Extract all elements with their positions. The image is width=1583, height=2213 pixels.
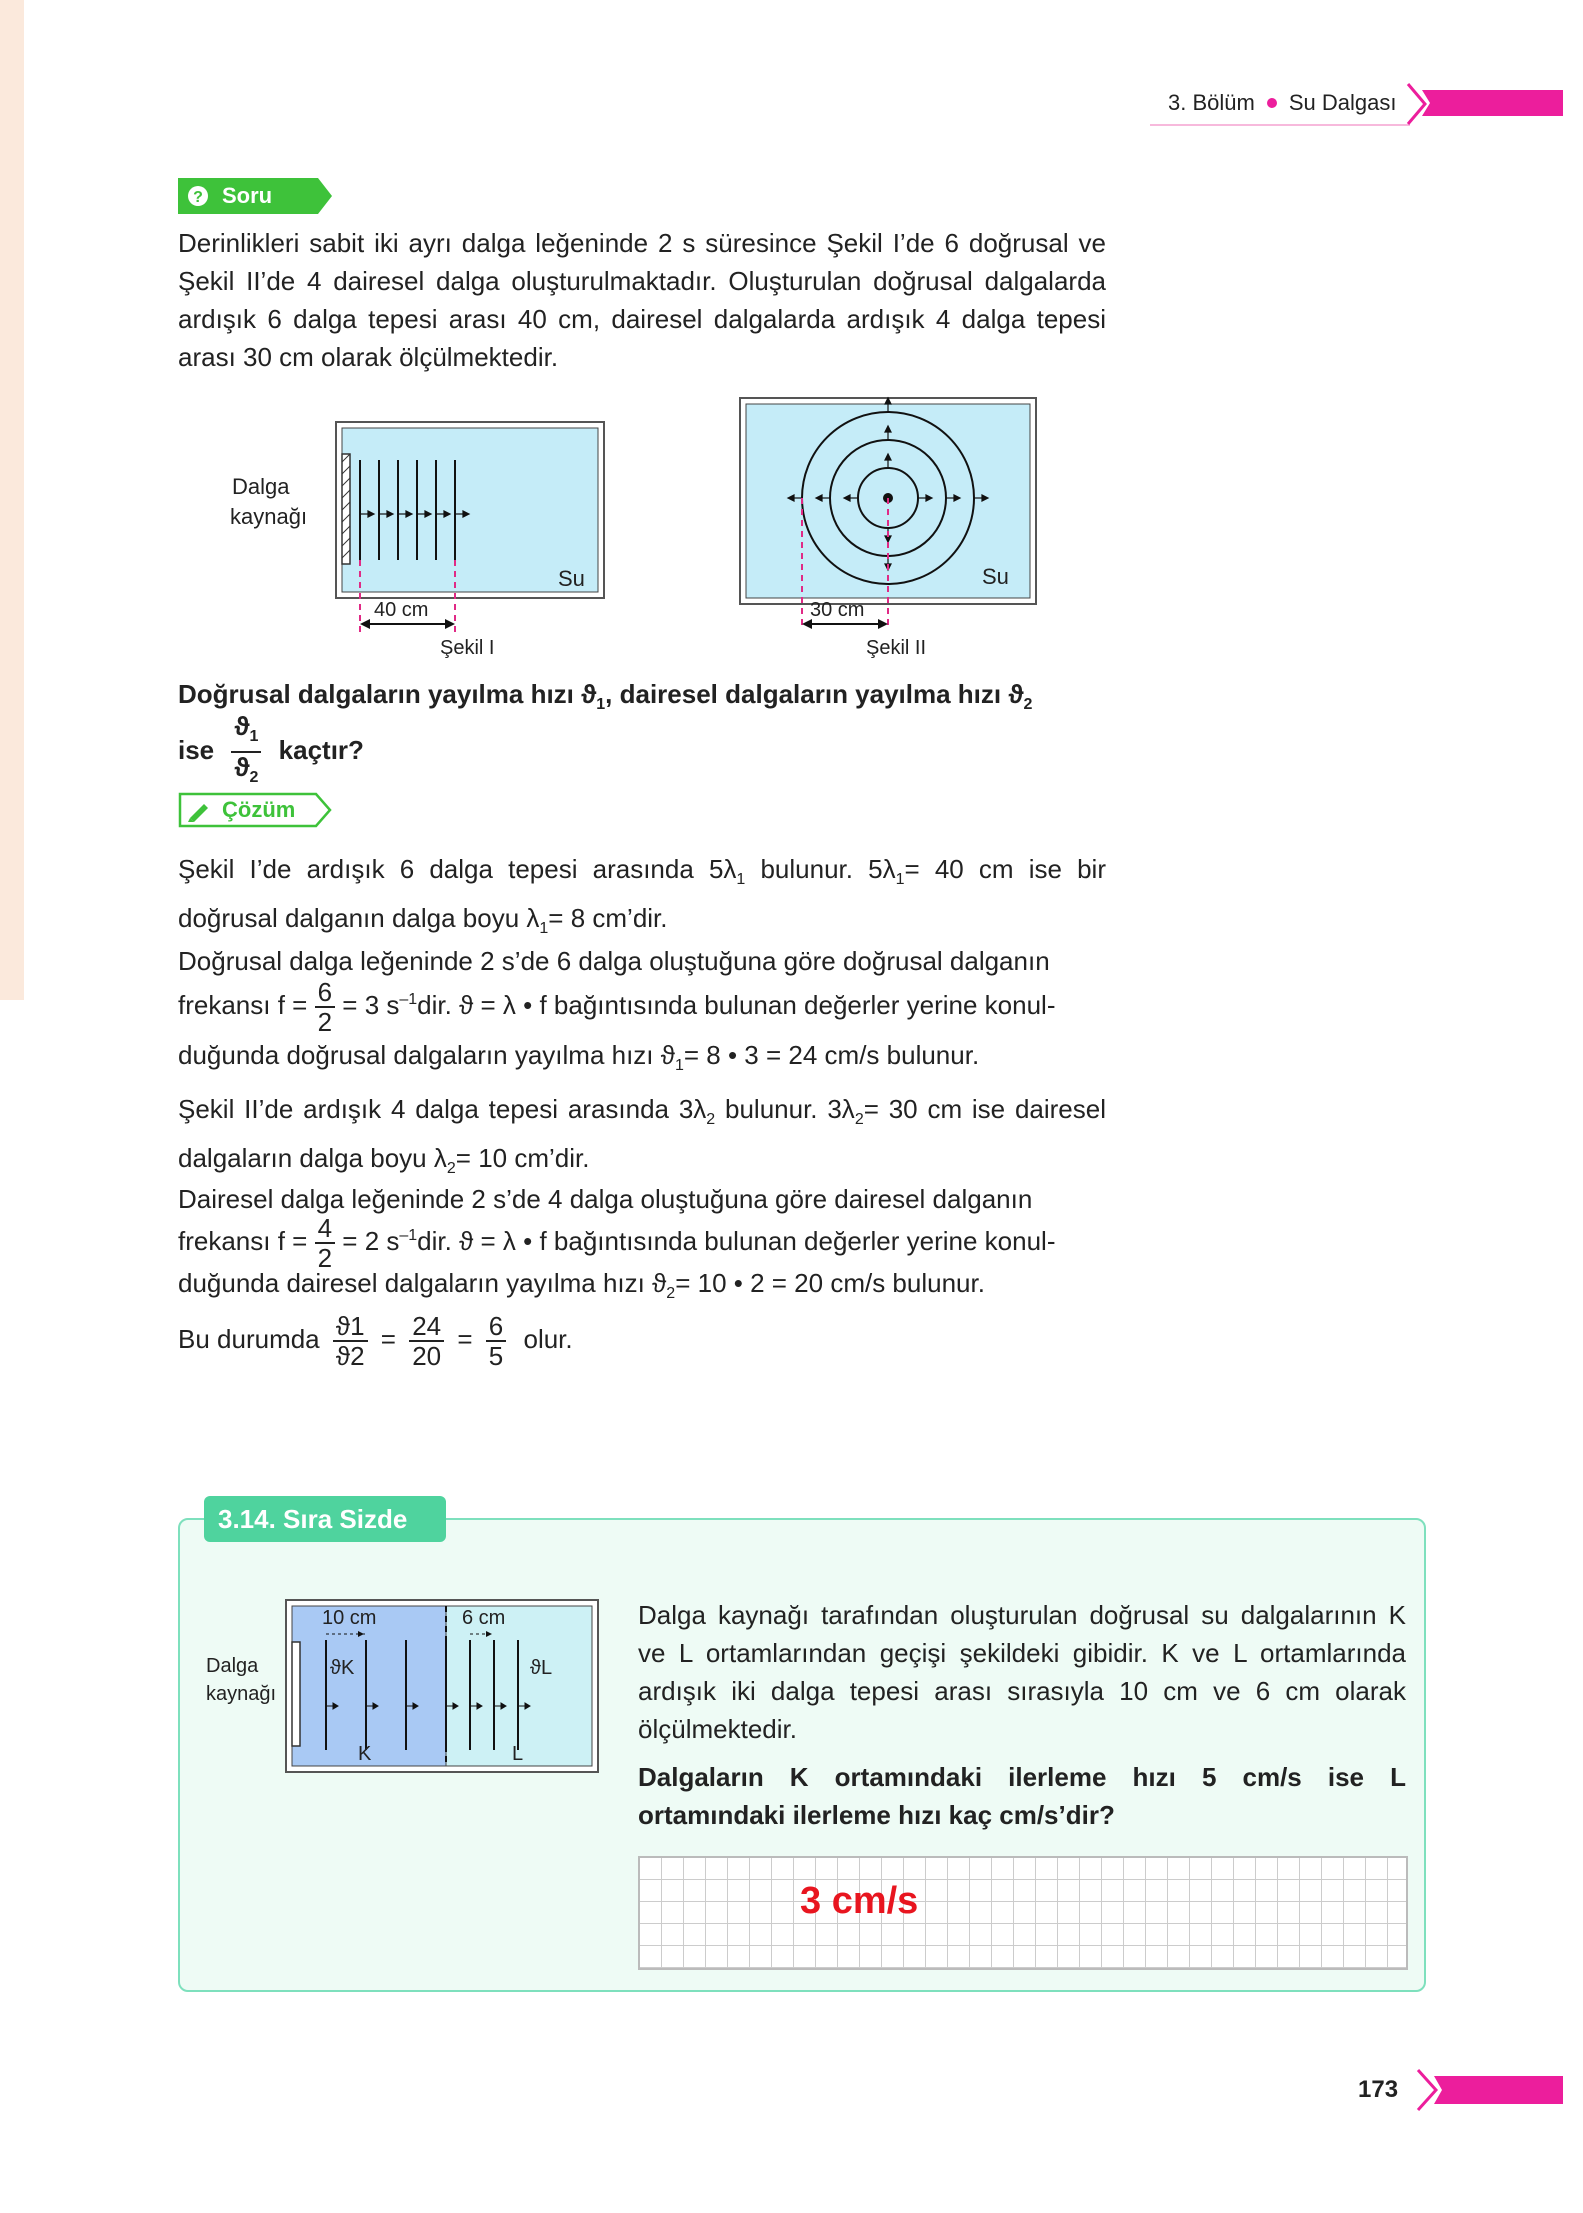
cozum-p2-line2 [178, 978, 1106, 1036]
sira-source-label: Dalga [206, 1655, 259, 1677]
fig1-dimension: 40 cm [374, 599, 429, 621]
p4-l3-sub: 2 [666, 1285, 676, 1302]
sira-speed-l: ϑL [530, 1657, 553, 1679]
question-part-2: , dairesel dalgaların yayılma hızı ϑ [605, 679, 1024, 709]
soru-text: Derinlikleri sabit iki ayrı dalga leğeninde 2 s süresince Şekil I’de 6 doğrusal ve Şekil II’de 4 dairesel dalga oluşturulmaktadır. Oluşturulan doğrusal dalgalarda ardışık 6 dalga tepesi arası 40 cm, dairesel dalgalarda ardışık 4 dalga tepesi arası 30 cm olarak ölçülmektedir. [178, 228, 1106, 372]
p5-f1-num: ϑ1 [333, 1312, 368, 1342]
p1-a: Şekil I’de ardışık 6 dalga tepesi arasında 5λ [178, 854, 737, 884]
page-header [1150, 82, 1583, 126]
sira-left-dim: 10 cm [322, 1607, 377, 1629]
cozum-p1 [178, 850, 1106, 948]
fig1-source-label-2: kaynağı [230, 504, 308, 529]
sira-medium-l: L [512, 1743, 524, 1765]
p4-l2-c: dir. ϑ = λ • f bağıntısında bulunan değerler yerine konul- [417, 1226, 1056, 1256]
p2-fraction [315, 978, 335, 1036]
fig1-water-label: Su [558, 566, 585, 591]
soru-question-line2 [178, 712, 364, 792]
p1-d: = 8 cm’dir. [548, 903, 668, 933]
p1-c: = 40 cm ise bir doğrusal dalganın dalga boyu λ [178, 854, 1106, 933]
question-frac-sub-2: 2 [249, 769, 259, 786]
soru-tag [178, 178, 326, 214]
answer-grid[interactable] [638, 1856, 1408, 1970]
p4-l3-b: = 10 • 2 = 20 cm/s bulunur. [675, 1268, 985, 1298]
fig2-water-label: Su [982, 564, 1009, 589]
soru-label: Soru [222, 183, 273, 208]
page-edge-strip [0, 0, 24, 1000]
sira-question: Dalgaların K ortamındaki ilerleme hızı 5 cm/s ise L ortamındaki ilerleme hızı kaç cm/s’dir? [638, 1762, 1406, 1830]
question-part-1: Doğrusal dalgaların yayılma hızı ϑ [178, 679, 597, 709]
p4-l2-b: = 2 s [342, 1226, 400, 1256]
p5-fraction-2 [409, 1312, 444, 1370]
p5-f1-den: ϑ2 [335, 1341, 365, 1371]
p3-c: = 30 cm ise dairesel dalgaların dalga boyu λ [178, 1094, 1107, 1173]
question-fraction: $\frac{ϑ_1}{ϑ_2}$ [231, 712, 261, 792]
topic-label: Su Dalgası [1288, 90, 1397, 115]
question-sub-2: 2 [1023, 696, 1033, 713]
p1-sub-c: 1 [539, 920, 549, 937]
page-footer [1320, 2066, 1583, 2114]
p1-b: bulunur. 5λ [745, 854, 896, 884]
cozum-p3 [178, 1090, 1106, 1188]
p3-sub-b: 2 [854, 1111, 864, 1128]
cozum-label: Çözüm [222, 797, 296, 822]
cozum-p2-line1: Doğrusal dalga leğeninde 2 s’de 6 dalga oluştuğuna göre doğrusal dalganın [178, 946, 1050, 976]
svg-text:?: ? [193, 189, 203, 206]
cozum-p5: Bu durumda $\frac{ϑ1}{ϑ2}$ = $\frac{24}{20}$ = $\frac{6}{5}$ olur. [178, 1311, 573, 1371]
cozum-tag [178, 792, 326, 828]
p4-l2-a: frekansı f = [178, 1226, 308, 1256]
figure-2 [730, 392, 1050, 670]
header-title [1168, 90, 1396, 116]
question-kactir: kaçtır? [278, 734, 364, 765]
p5-fraction-3 [486, 1312, 506, 1370]
fig2-caption: Şekil II [866, 637, 927, 659]
sira-text: Dalga kaynağı tarafından oluşturulan doğrusal su dalgalarının K ve L ortamlarından geçişi şekildeki gibidir. K ve L ortamlarında ardışık iki dalga tepesi arası sırasıyla 10 cm ve 6 cm olarak ölçülmektedir. [638, 1600, 1406, 1744]
p2-l3-a: duğunda doğrusal dalgaların yayılma hızı ϑ [178, 1040, 675, 1070]
sira-speed-k: ϑK [330, 1657, 355, 1679]
p2-sup: –1 [399, 991, 418, 1008]
p1-sub-a: 1 [736, 871, 746, 888]
p4-sup: –1 [399, 1227, 418, 1244]
question-sub-1: 1 [596, 696, 606, 713]
p2-l2-c: dir. ϑ = λ • f bağıntısında bulunan değerler yerine konul- [417, 990, 1056, 1020]
cozum-p4-line1: Dairesel dalga leğeninde 2 s’de 4 dalga oluştuğuna göre dairesel dalganın [178, 1184, 1033, 1214]
chapter-label: 3. Bölüm [1168, 90, 1255, 115]
p5-f2-num: 24 [409, 1312, 444, 1342]
answer-text: 3 cm/s [800, 1880, 919, 1922]
p4-frac-num: 4 [315, 1214, 335, 1244]
sira-figure [200, 1592, 610, 1792]
p5-a: Bu durumda [178, 1323, 320, 1354]
sira-sizde-tag [204, 1496, 446, 1542]
p4-frac-den: 2 [317, 1243, 333, 1274]
figure-1 [230, 410, 620, 670]
p3-sub-c: 2 [446, 1160, 456, 1177]
p2-frac-num: 6 [315, 978, 335, 1008]
question-ise: ise [178, 734, 215, 765]
p3-b: bulunur. 3λ [715, 1094, 855, 1124]
page-number: 173 [1358, 2076, 1399, 2103]
sira-right-dim: 6 cm [462, 1607, 506, 1629]
p2-l2-a: frekansı f = [178, 990, 308, 1020]
p2-l2-b: = 3 s [342, 990, 400, 1020]
p2-frac-den: 2 [317, 1007, 333, 1038]
p5-fraction-1 [333, 1312, 368, 1370]
sira-medium-k: K [358, 1743, 372, 1765]
p3-a: Şekil II’de ardışık 4 dalga tepesi arasında 3λ [178, 1094, 707, 1124]
p5-f2-den: 20 [412, 1341, 442, 1371]
sira-source-label-2: kaynağı [206, 1683, 277, 1705]
cozum-p2-line3 [178, 1036, 1106, 1085]
p5-f3-num: 6 [486, 1312, 506, 1342]
p5-b: olur. [523, 1323, 573, 1354]
p1-sub-b: 1 [895, 871, 905, 888]
p5-f3-den: 5 [488, 1341, 504, 1371]
p3-sub-a: 2 [706, 1111, 716, 1128]
question-frac-sub-1: 1 [249, 728, 259, 745]
sira-sizde-label: 3.14. Sıra Sizde [218, 1504, 408, 1534]
p2-l3-b: = 8 • 3 = 24 cm/s bulunur. [683, 1040, 980, 1070]
bullet-icon [1267, 98, 1277, 108]
fig2-dimension: 30 cm [810, 599, 865, 621]
p4-l3-a: duğunda dairesel dalgaların yayılma hızı ϑ [178, 1268, 667, 1298]
p2-l3-sub: 1 [674, 1057, 684, 1074]
p3-d: = 10 cm’dir. [455, 1143, 590, 1173]
fig1-source-label: Dalga [232, 474, 290, 499]
cozum-p4-line3 [178, 1264, 1106, 1313]
fig1-caption: Şekil I [440, 637, 495, 659]
